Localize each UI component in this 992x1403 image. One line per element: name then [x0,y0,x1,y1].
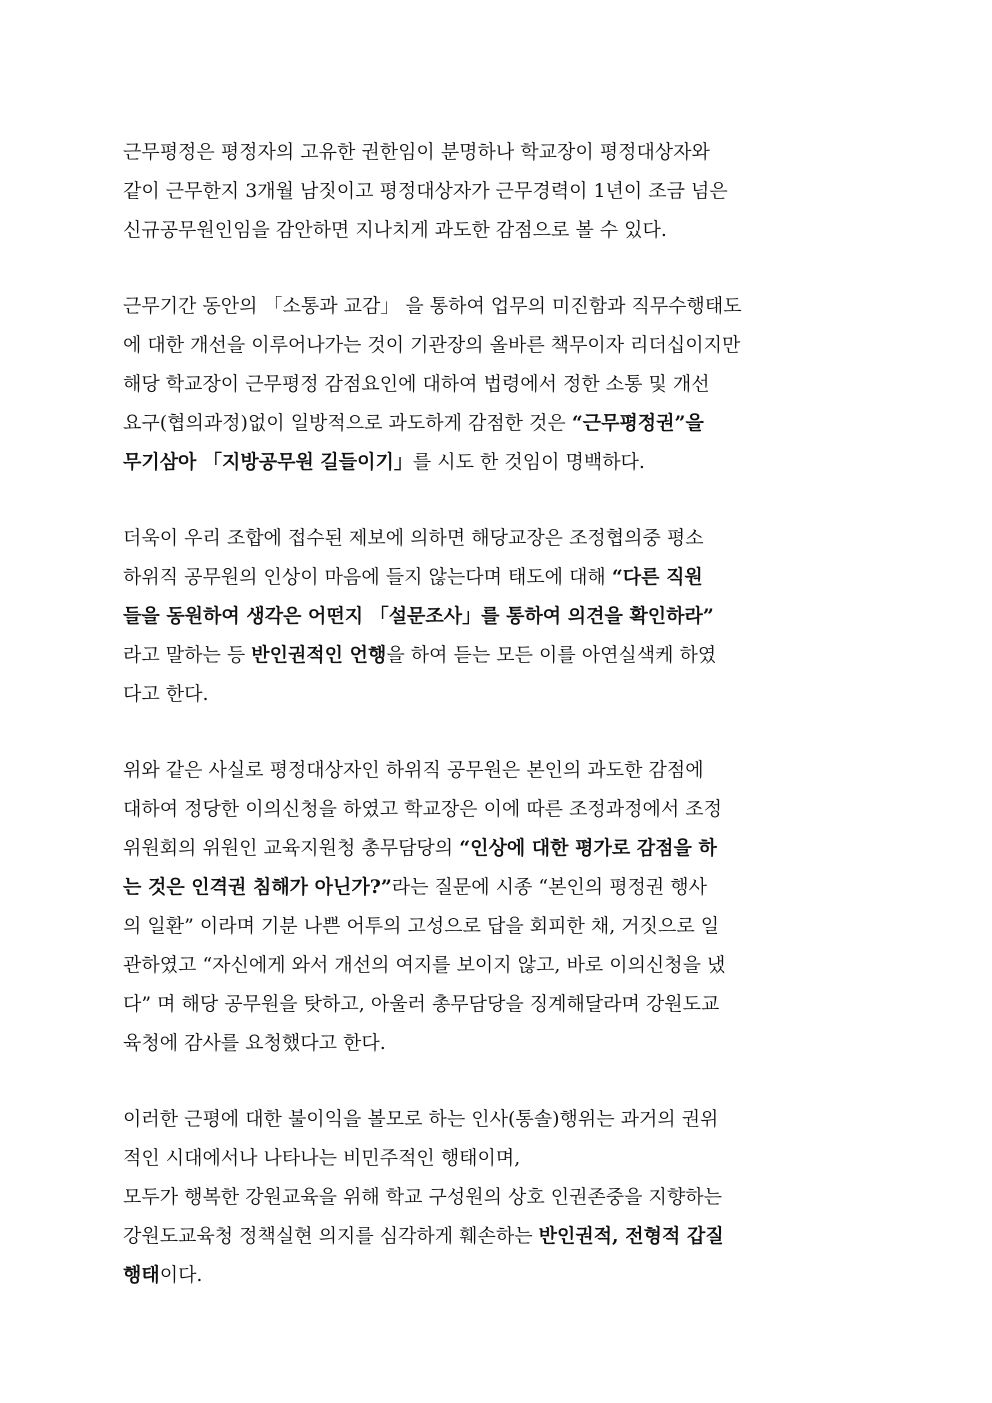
document-page [123,133,871,1332]
text-line [123,1217,871,1256]
text-run: 모두가 행복한 강원교육을 위해 학교 구성원의 상호 인권존중을 지향하는 [123,1186,722,1208]
text-run: 요구(협의과정)없이 일방적으로 과도하게 감점한 것은 [123,412,572,434]
paragraph-5 [123,1100,871,1295]
text-run: 더욱이 우리 조합에 접수된 제보에 의하면 해당교장은 조정협의중 평소 [123,527,704,549]
text-run: 의 일환” 이라며 기분 나쁜 어투의 고성으로 답을 회피한 채, 거짓으로 일 [123,915,720,937]
text-run: 근무평정은 평정자의 고유한 권한임이 분명하나 학교장이 평정대상자와 [123,141,710,163]
text-run: 해당 학교장이 근무평정 감점요인에 대하여 법령에서 정한 소통 및 개선 [123,373,710,395]
text-run: 근무기간 동안의 「소통과 교감」 을 통하여 업무의 미진함과 직무수행태도 [123,295,742,317]
text-run: 라고 말하는 등 [123,644,252,666]
text-line [123,365,871,404]
text-line [123,172,871,211]
paragraph-2 [123,287,871,482]
text-line [123,907,871,946]
bold-text-run: “다른 직원 [611,566,703,588]
text-line [123,1256,871,1295]
text-line [123,829,871,868]
paragraph-1 [123,133,871,250]
text-line [123,1139,871,1178]
bold-text-run: 행태 [123,1264,160,1286]
text-line [123,1178,871,1217]
text-line [123,287,871,326]
text-line [123,558,871,597]
paragraph-3 [123,519,871,714]
bold-text-run: 들을 동원하여 생각은 어떤지 「설문조사」를 통하여 의견을 확인하라” [123,605,714,627]
text-run: 다고 한다. [123,683,209,705]
text-run: 라는 질문에 시종 “본인의 평정권 행사 [391,876,708,898]
bold-text-run: 는 것은 인격권 침해가 아닌가?” [123,876,392,898]
text-line [123,326,871,365]
text-run: 하위직 공무원의 인상이 마음에 들지 않는다며 태도에 대해 [123,566,612,588]
text-line [123,985,871,1024]
text-run: 육청에 감사를 요청했다고 한다. [123,1032,386,1054]
text-run: 강원도교육청 정책실현 의지를 심각하게 훼손하는 [123,1225,539,1247]
text-line [123,597,871,636]
text-run: 대하여 정당한 이의신청을 하였고 학교장은 이에 따른 조정과정에서 조정 [123,798,722,820]
text-line [123,1024,871,1063]
text-run: 신규공무원인임을 감안하면 지나치게 과도한 감점으로 볼 수 있다. [123,219,667,241]
text-line [123,636,871,675]
text-line [123,133,871,172]
text-line [123,404,871,443]
bold-text-run: 무기삼아 「지방공무원 길들이기」 [123,451,413,473]
bold-text-run: 반인권적인 언행 [251,644,387,666]
text-run: 위와 같은 사실로 평정대상자인 하위직 공무원은 본인의 과도한 감점에 [123,759,704,781]
bold-text-run: “인상에 대한 평가로 감점을 하 [459,837,717,859]
text-line [123,675,871,714]
text-line [123,443,871,482]
text-run: 이다. [159,1264,203,1286]
text-line [123,790,871,829]
text-line [123,519,871,558]
text-run: 이러한 근평에 대한 불이익을 볼모로 하는 인사(통솔)행위는 과거의 권위 [123,1108,719,1130]
text-run: 같이 근무한지 3개월 남짓이고 평정대상자가 근무경력이 1년이 조금 넘은 [123,180,728,202]
text-line [123,751,871,790]
text-run: 를 시도 한 것임이 명백하다. [412,451,645,473]
text-run: 관하였고 “자신에게 와서 개선의 여지를 보이지 않고, 바로 이의신청을 냈 [123,954,726,976]
bold-text-run: 반인권적, 전형적 갑질 [538,1225,724,1247]
text-line [123,211,871,250]
bold-text-run: “근무평정권”을 [571,412,704,434]
text-run: 위원회의 위원인 교육지원청 총무담당의 [123,837,460,859]
text-line [123,868,871,907]
paragraph-4 [123,751,871,1063]
text-run: 에 대한 개선을 이루어나가는 것이 기관장의 올바른 책무이자 리더십이지만 [123,334,741,356]
text-run: 을 하여 듣는 모든 이를 아연실색케 하였 [386,644,717,666]
text-run: 다” 며 해당 공무원을 탓하고, 아울러 총무담당을 징계해달라며 강원도교 [123,993,720,1015]
text-line [123,1100,871,1139]
text-line [123,946,871,985]
text-run: 적인 시대에서나 나타나는 비민주적인 행태이며, [123,1147,521,1169]
